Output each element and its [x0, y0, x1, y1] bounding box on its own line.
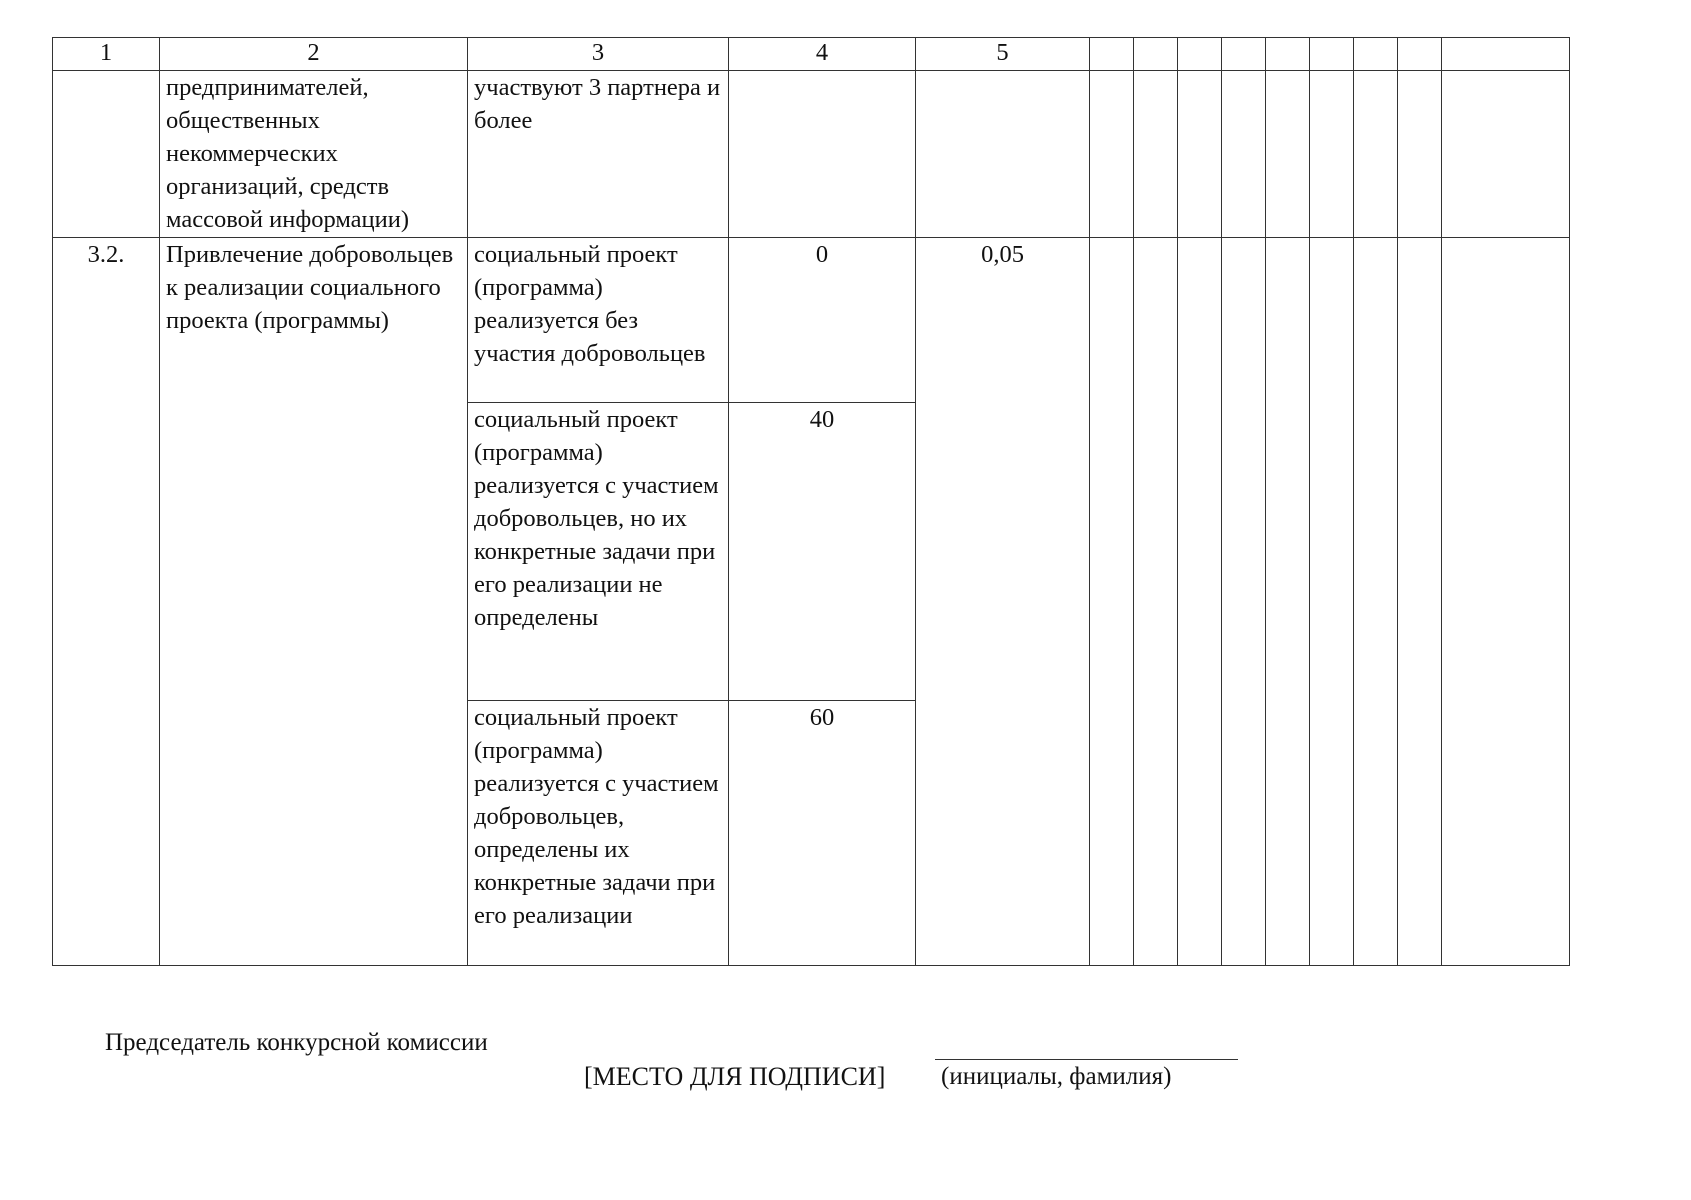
- empty-cell: [1134, 38, 1178, 71]
- score-cell: 60: [729, 701, 916, 966]
- criterion-cell: предпринимателей, общественных некоммерческих организаций, средств массовой информации): [160, 71, 468, 238]
- weight-cell: [916, 71, 1090, 238]
- column-number: 1: [53, 38, 160, 71]
- score-cell: 0: [729, 238, 916, 403]
- column-number: 4: [729, 38, 916, 71]
- criterion-cell: Привлечение добровольцев к реализации социального проекта (программы): [160, 238, 468, 966]
- empty-cell: [1266, 38, 1310, 71]
- signature-placeholder: [МЕСТО ДЛЯ ПОДПИСИ]: [584, 1062, 886, 1091]
- empty-cell: [1222, 38, 1266, 71]
- condition-cell: социальный проект (программа) реализуется без участия добровольцев: [468, 238, 729, 403]
- empty-cell: [1398, 71, 1442, 238]
- column-number: 3: [468, 38, 729, 71]
- score-cell: [729, 71, 916, 238]
- condition-cell: социальный проект (программа) реализуется с участием добровольцев, но их конкретные задачи при его реализации не определены: [468, 403, 729, 701]
- empty-cell: [1354, 38, 1398, 71]
- empty-cell: [1266, 238, 1310, 966]
- empty-cell: [1442, 71, 1570, 238]
- condition-cell: участвуют 3 партнера и более: [468, 71, 729, 238]
- empty-cell: [1178, 38, 1222, 71]
- empty-cell: [1134, 71, 1178, 238]
- empty-cell: [1398, 38, 1442, 71]
- empty-cell: [1178, 238, 1222, 966]
- empty-cell: [1090, 238, 1134, 966]
- empty-cell: [1442, 238, 1570, 966]
- row-number-cell: 3.2.: [53, 238, 160, 966]
- condition-cell: социальный проект (программа) реализуется с участием добровольцев, определены их конкретные задачи при его реализации: [468, 701, 729, 966]
- evaluation-criteria-table: [52, 37, 1570, 966]
- empty-cell: [1178, 71, 1222, 238]
- signature-line: [935, 1059, 1238, 1060]
- empty-cell: [1090, 38, 1134, 71]
- empty-cell: [1310, 238, 1354, 966]
- empty-cell: [1266, 71, 1310, 238]
- continuation-row: [53, 71, 1570, 238]
- empty-cell: [1222, 238, 1266, 966]
- column-number: 2: [160, 38, 468, 71]
- empty-cell: [1442, 38, 1570, 71]
- row-number-cell: [53, 71, 160, 238]
- empty-cell: [1222, 71, 1266, 238]
- empty-cell: [1134, 238, 1178, 966]
- column-number-row: [53, 38, 1570, 71]
- score-cell: 40: [729, 403, 916, 701]
- weight-cell: 0,05: [916, 238, 1090, 966]
- empty-cell: [1090, 71, 1134, 238]
- chairman-label: Председатель конкурсной комиссии: [105, 1029, 488, 1056]
- column-number: 5: [916, 38, 1090, 71]
- empty-cell: [1354, 71, 1398, 238]
- criterion-row-3-2: [53, 238, 1570, 403]
- empty-cell: [1310, 71, 1354, 238]
- empty-cell: [1310, 38, 1354, 71]
- empty-cell: [1354, 238, 1398, 966]
- signature-caption: (инициалы, фамилия): [941, 1063, 1172, 1090]
- empty-cell: [1398, 238, 1442, 966]
